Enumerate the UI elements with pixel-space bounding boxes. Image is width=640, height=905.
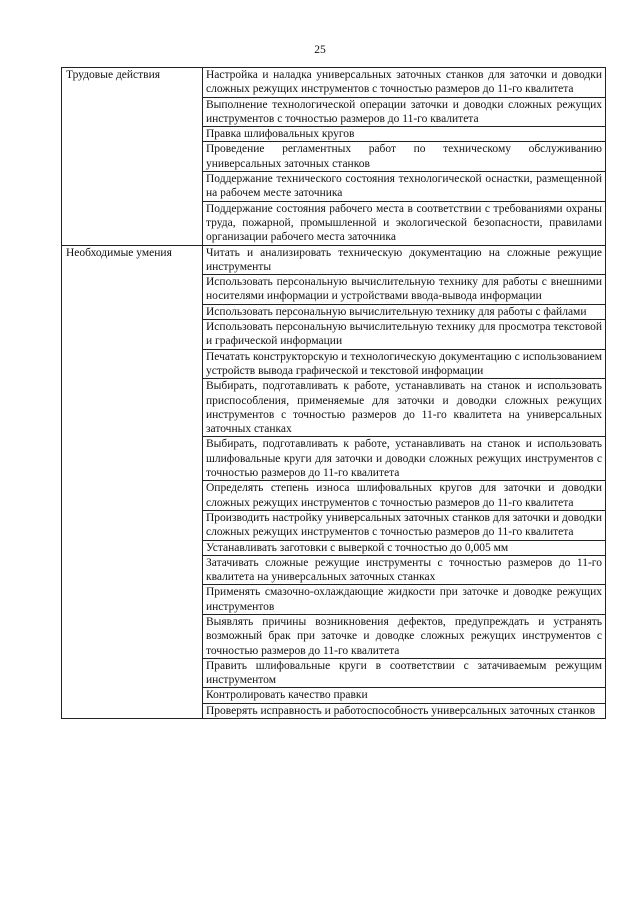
table-cell: Выбирать, подготавливать к работе, устанавливать на станок и использовать шлифовальные круги для заточки и доводки сложных режущих инструментов с точностью размеров до 11-го квалитета <box>203 437 606 481</box>
table-cell: Правка шлифовальных кругов <box>203 127 606 142</box>
requirements-table <box>61 67 606 719</box>
table-cell: Выполнение технологической операции заточки и доводки сложных режущих инструментов с точностью размеров до 11-го квалитета <box>203 97 606 127</box>
table-cell: Выявлять причины возникновения дефектов, предупреждать и устранять возможный брак при заточке и доводке сложных режущих инструментов с точностью размеров до 11-го квалитета <box>203 614 606 658</box>
table-cell: Использовать персональную вычислительную технику для работы с файлами <box>203 304 606 319</box>
table-cell: Печатать конструкторскую и технологическую документацию с использованием устройств вывода графической и текстовой информации <box>203 349 606 379</box>
table-cell: Править шлифовальные круги в соответствии с затачиваемым режущим инструментом <box>203 658 606 688</box>
table-cell: Поддержание технического состояния технологической оснастки, размещенной на рабочем месте заточника <box>203 172 606 202</box>
table-cell: Проведение регламентных работ по техническому обслуживанию универсальных заточных станков <box>203 142 606 172</box>
table-cell: Производить настройку универсальных заточных станков для заточки и доводки сложных режущих инструментов с точностью размеров до 11-го квалитета <box>203 510 606 540</box>
table-cell: Поддержание состояния рабочего места в соответствии с требованиями охраны труда, пожарной, промышленной и экологической безопасности, правилами организации рабочего места заточника <box>203 201 606 245</box>
table-cell: Устанавливать заготовки с выверкой с точностью до 0,005 мм <box>203 540 606 555</box>
table-cell: Контролировать качество правки <box>203 688 606 703</box>
table-cell: Определять степень износа шлифовальных кругов для заточки и доводки сложных режущих инструментов с точностью размеров до 11-го квалитета <box>203 481 606 511</box>
page-number: 25 <box>314 44 326 56</box>
table-cell: Настройка и наладка универсальных заточных станков для заточки и доводки сложных режущих инструментов с точностью размеров до 11-го квалитета <box>203 68 606 98</box>
table-cell: Проверять исправность и работоспособность универсальных заточных станков <box>203 703 606 718</box>
table-cell: Выбирать, подготавливать к работе, устанавливать на станок и использовать приспособления, применяемые для заточки и доводки сложных режущих инструментов с точностью размеров до 11-го квалитета на универсальных заточных станках <box>203 379 606 437</box>
section-label-labor-actions: Трудовые действия <box>62 68 203 246</box>
table-row <box>62 68 606 98</box>
table-row <box>62 245 606 275</box>
section-label-required-skills: Необходимые умения <box>62 245 203 719</box>
table-cell: Использовать персональную вычислительную технику для просмотра текстовой и графической информации <box>203 320 606 350</box>
table-cell: Использовать персональную вычислительную технику для работы с внешними носителями информации и устройствами ввода-вывода информации <box>203 275 606 305</box>
table-cell: Читать и анализировать техническую документацию на сложные режущие инструменты <box>203 245 606 275</box>
table-cell: Применять смазочно-охлаждающие жидкости при заточке и доводке режущих инструментов <box>203 585 606 615</box>
table-cell: Затачивать сложные режущие инструменты с точностью размеров до 11-го квалитета на универсальных заточных станках <box>203 555 606 585</box>
